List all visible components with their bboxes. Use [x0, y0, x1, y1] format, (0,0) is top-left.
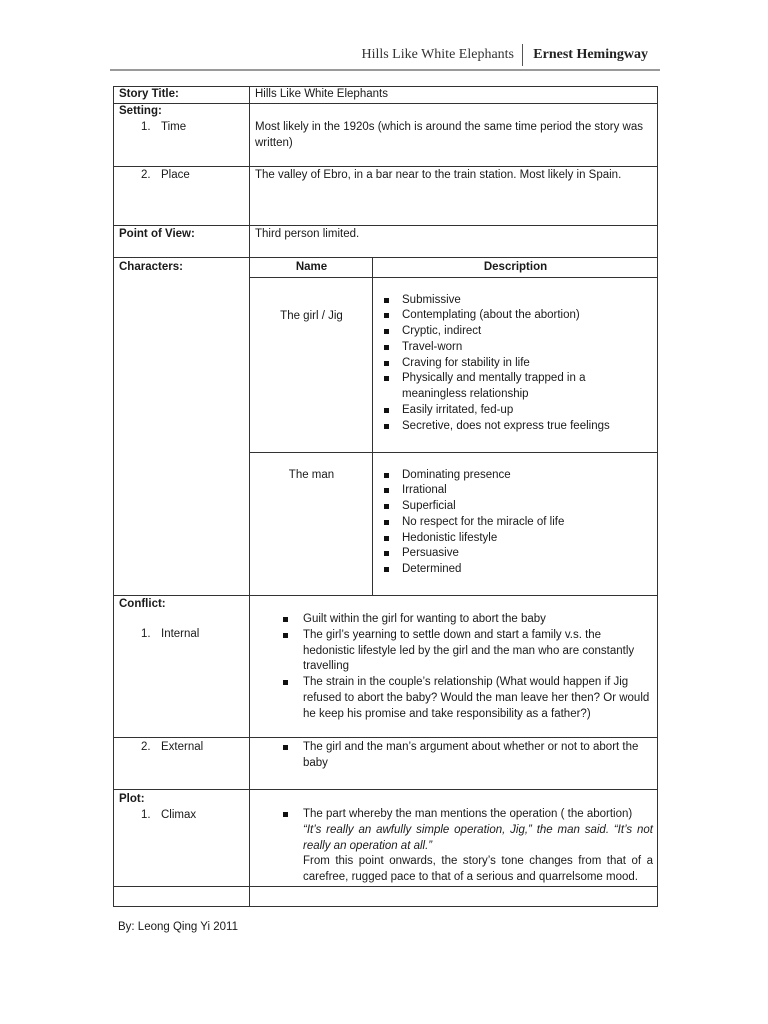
conflict-point: Guilt within the girl for wanting to abort the baby — [255, 612, 653, 628]
character-traits — [378, 293, 653, 435]
trait-item: Cryptic, indirect — [378, 324, 653, 340]
row-story-title — [114, 87, 658, 104]
conflict-internal-label: 1. Internal — [141, 627, 200, 640]
row-conflict-internal — [114, 596, 658, 738]
trait-item: Irrational — [378, 483, 653, 499]
plot-label: Plot: — [119, 793, 145, 805]
character-row-man — [250, 452, 657, 595]
setting-place-label: 2. Place — [141, 169, 190, 181]
row-pov — [114, 226, 658, 258]
trait-item: Physically and mentally trapped in a meaningless relationship — [378, 371, 653, 403]
trait-item: No respect for the miracle of life — [378, 515, 653, 531]
footer-byline: By: Leong Qing Yi 2011 — [118, 921, 238, 933]
story-analysis-table — [113, 86, 658, 907]
trait-item: Determined — [378, 562, 653, 578]
conflict-external-label: 2. External — [141, 741, 204, 753]
name-header: Name — [250, 258, 373, 277]
trait-item: Superficial — [378, 499, 653, 515]
page-header — [110, 43, 660, 71]
character-name: The girl / Jig — [250, 277, 373, 452]
header-title: Hills Like White Elephants — [361, 47, 514, 62]
trait-item: Persuasive — [378, 546, 653, 562]
story-title-label: Story Title: — [114, 87, 250, 104]
row-characters — [114, 258, 658, 596]
row-empty — [114, 886, 658, 906]
plot-climax-label: 1. Climax — [141, 808, 197, 821]
pov-label: Point of View: — [114, 226, 250, 258]
trait-item: Easily irritated, fed-up — [378, 403, 653, 419]
characters-label: Characters: — [114, 258, 250, 596]
trait-item: Secretive, does not express true feelings — [378, 419, 653, 435]
characters-header-row — [250, 258, 657, 277]
row-setting-time — [114, 104, 658, 167]
header-author: Ernest Hemingway — [533, 47, 648, 62]
conflict-point: The girl’s yearning to settle down and start a family v.s. the hedonistic lifestyle led by the girl and the man who are constantly travelling — [255, 628, 653, 675]
conflict-point: The girl and the man’s argument about whether or not to abort the baby — [255, 740, 653, 772]
climax-quote: “It’s really an awfully simple operation, Jig,” the man said. “It’s not really an operation at all.” — [303, 823, 653, 852]
external-conflict-list — [255, 740, 653, 772]
character-row-girl — [250, 277, 657, 452]
climax-point: The part whereby the man mentions the operation ( the abortion) “It’s really an awfully simple operation, Jig,” the man said. “It’s not really an operation at all.” From this point onwards, the story’s tone changes from that of a carefree, rugged pace to that of a serious and quarrelsome mood. — [255, 807, 653, 886]
trait-item: Travel-worn — [378, 340, 653, 356]
trait-item: Hedonistic lifestyle — [378, 531, 653, 547]
internal-conflict-list — [255, 612, 653, 723]
row-plot-climax — [114, 790, 658, 887]
trait-item: Craving for stability in life — [378, 356, 653, 372]
characters-table — [250, 258, 657, 595]
pov-value: Third person limited. — [250, 226, 658, 258]
character-traits — [378, 468, 653, 579]
row-conflict-external — [114, 738, 658, 790]
header-divider — [522, 44, 523, 66]
trait-item: Contemplating (about the abortion) — [378, 308, 653, 324]
row-setting-place — [114, 167, 658, 226]
setting-time-value: Most likely in the 1920s (which is around the same time period the story was written) — [250, 104, 658, 167]
setting-label: Setting: — [119, 105, 162, 117]
story-title-value: Hills Like White Elephants — [250, 87, 658, 104]
climax-note: From this point onwards, the story’s tone changes from that of a carefree, rugged pace to that of a serious and quarrelsome mood. — [303, 855, 653, 884]
trait-item: Submissive — [378, 293, 653, 309]
trait-item: Dominating presence — [378, 468, 653, 484]
description-header: Description — [373, 258, 658, 277]
character-name: The man — [250, 452, 373, 595]
setting-time-label: 1. Time — [141, 120, 187, 133]
climax-list — [255, 807, 653, 886]
conflict-point: The strain in the couple’s relationship (What would happen if Jig refused to abort the baby? Would the man leave her then? Or would he keep his promise and take responsibility as a father?) — [255, 675, 653, 722]
setting-place-value: The valley of Ebro, in a bar near to the train station. Most likely in Spain. — [250, 167, 658, 226]
conflict-label: Conflict: — [119, 598, 166, 610]
